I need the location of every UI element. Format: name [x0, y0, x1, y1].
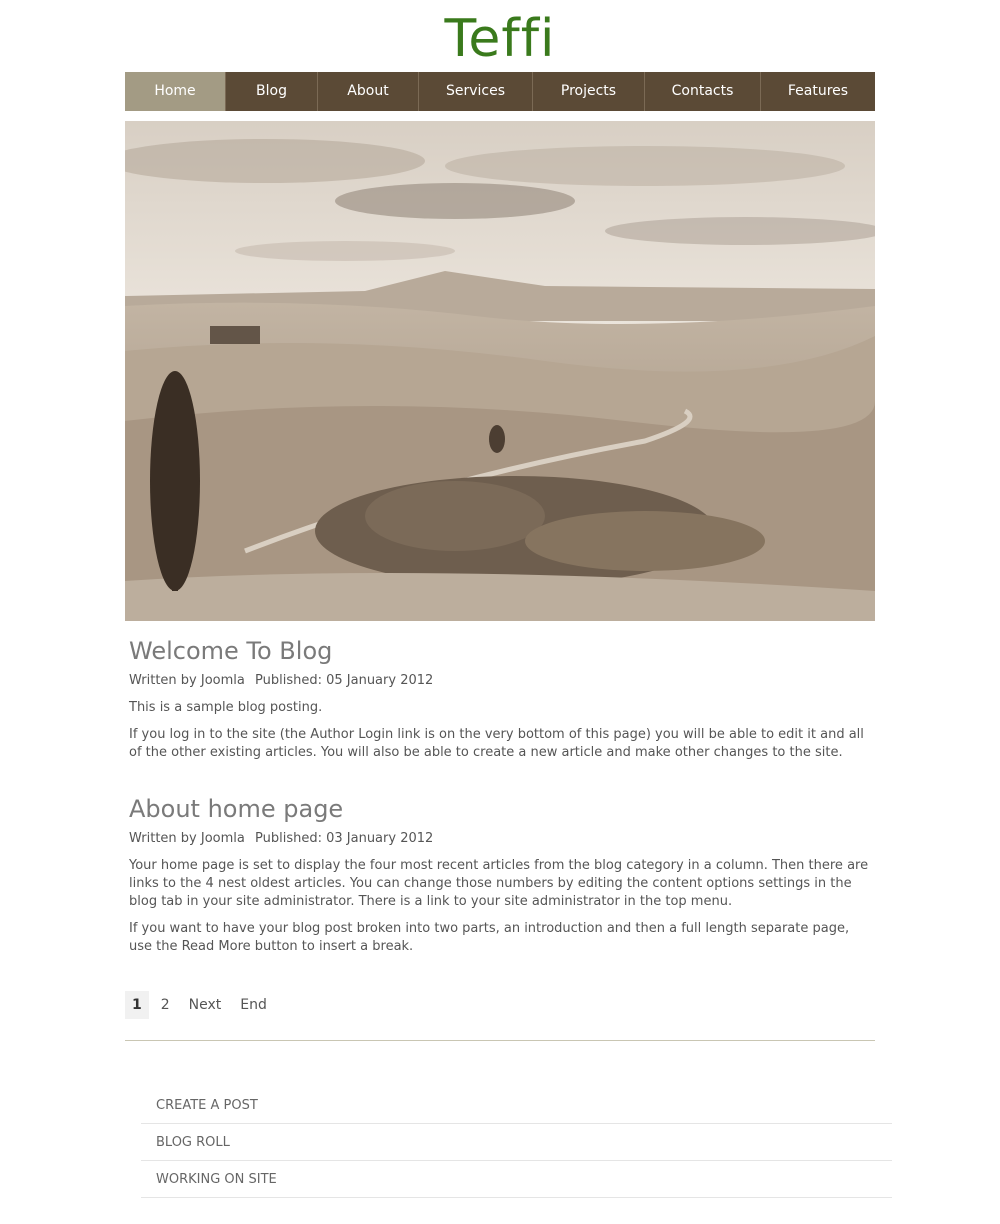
article-paragraph: This is a sample blog posting. — [129, 700, 323, 715]
article-published: Published: 05 January 2012 — [255, 673, 434, 688]
nav-item-blog[interactable]: Blog — [226, 72, 318, 111]
pagination — [125, 991, 279, 1019]
page-1-link[interactable]: 1 — [125, 991, 149, 1019]
end-page-link[interactable]: End — [240, 997, 267, 1013]
nav-item-projects[interactable]: Projects — [533, 72, 645, 111]
article-paragraph: Your home page is set to display the four most recent articles from the blog category in a column. Then there are links to the 4 nest oldest articles. You can change those numbers by editing the content options settings in the blog tab in your site administrator. There is a link to your site administrator in the top menu. — [129, 858, 869, 909]
article-2 — [129, 794, 873, 956]
divider — [125, 1040, 875, 1041]
article-meta — [129, 672, 873, 690]
article-paragraph: If you log in to the site (the Author Login link is on the very bottom of this page) you will be able to edit it and all of the other existing articles. You will also be able to create a new article and make other changes to the site. — [129, 727, 864, 760]
article-paragraph: If you want to have your blog post broken into two parts, an introduction and then a full length separate page, use the Read More button to insert a break. — [129, 921, 850, 954]
page-2-link[interactable]: 2 — [160, 997, 170, 1013]
article-title[interactable]: Welcome To Blog — [129, 637, 333, 665]
hero-image — [125, 121, 875, 621]
nav-item-home[interactable]: Home — [125, 72, 226, 111]
footer-item-create-post[interactable]: CREATE A POST — [141, 1087, 892, 1124]
nav-item-services[interactable]: Services — [419, 72, 533, 111]
nav-item-about[interactable]: About — [318, 72, 419, 111]
footer-menu — [141, 1087, 892, 1198]
nav-item-contacts[interactable]: Contacts — [645, 72, 761, 111]
article-published: Published: 03 January 2012 — [255, 831, 434, 846]
nav-item-features[interactable]: Features — [787, 83, 849, 99]
article-meta — [129, 830, 873, 848]
footer-item-working-on-site[interactable]: WORKING ON SITE — [141, 1161, 892, 1198]
article-1 — [129, 636, 873, 762]
article-author: Written by Joomla — [129, 831, 245, 846]
article-title[interactable]: About home page — [129, 795, 344, 823]
site-logo[interactable]: Teffi — [444, 9, 556, 69]
footer-item-blog-roll[interactable]: BLOG ROLL — [141, 1124, 892, 1161]
main-nav — [125, 72, 875, 111]
next-page-link[interactable]: Next — [188, 997, 222, 1013]
article-author: Written by Joomla — [129, 673, 245, 688]
